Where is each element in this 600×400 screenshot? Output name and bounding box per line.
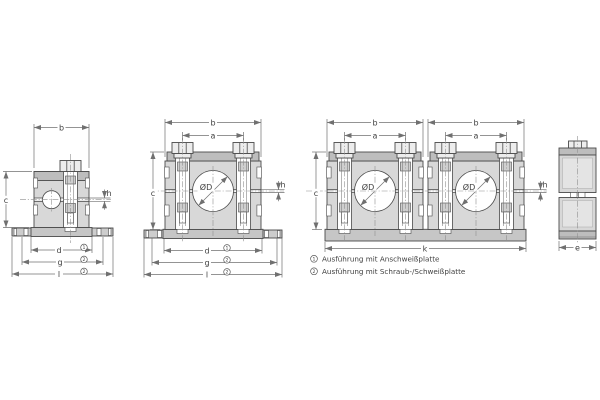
dim-e	[559, 241, 596, 252]
view-large-clamp	[144, 118, 286, 279]
dim-label-g: g	[57, 257, 63, 267]
dim-label-k: k	[422, 244, 428, 254]
note-ref-2-digit: 2	[82, 270, 86, 276]
dim-label-b: b	[372, 118, 378, 128]
dim-label-d: d	[204, 246, 210, 256]
dim-label-a: a	[372, 131, 378, 141]
tandem-clamp-left	[327, 138, 424, 240]
dim-label-c: c	[313, 188, 319, 198]
dim-label-e: e	[575, 243, 580, 253]
view-side-profile	[559, 136, 596, 252]
dim-label-g: g	[204, 258, 210, 268]
dim-a-left	[345, 131, 406, 140]
dim-label-h: h	[542, 180, 548, 190]
dim-label-l: l	[57, 269, 61, 279]
dim-label-h: h	[280, 180, 286, 190]
dim-c	[2, 172, 32, 228]
view-tandem-clamps	[306, 118, 548, 253]
dim-label-h: h	[106, 189, 112, 198]
dim-a-right	[446, 131, 507, 140]
bolt-left	[172, 143, 193, 234]
dim-l	[144, 239, 282, 280]
base-rail	[325, 229, 526, 241]
weld-plate	[31, 228, 92, 237]
note-ref-2-digit: 2	[82, 258, 86, 264]
dim-d	[31, 237, 92, 255]
dim-label-d: d	[56, 245, 62, 255]
bolt-right	[233, 143, 254, 234]
split-tab	[579, 193, 586, 198]
note-ref-1-digit: 1	[225, 246, 229, 252]
dim-c	[312, 152, 326, 230]
dim-label-l: l	[205, 270, 209, 280]
dim-label-a: a	[473, 131, 479, 141]
legend	[311, 254, 466, 276]
dim-label-b: b	[473, 118, 479, 128]
split-tab	[571, 193, 578, 198]
diameter-label: ØD	[361, 183, 375, 193]
legend-ref-2-digit: 2	[312, 270, 316, 276]
diameter-label: ØD	[462, 183, 476, 193]
view-single-clamp	[2, 123, 113, 278]
legend-item-1	[311, 254, 440, 263]
dim-label-c: c	[3, 195, 9, 205]
dim-k	[325, 242, 526, 253]
dim-d	[164, 239, 262, 255]
legend-text-2: Ausführung mit Schraub-/Schweißplatte	[322, 266, 466, 276]
legend-ref-1-digit: 1	[312, 257, 316, 263]
dim-label-b: b	[58, 123, 65, 133]
dim-label-c: c	[150, 188, 156, 198]
legend-text-1: Ausführung mit Anschweißplatte	[322, 254, 440, 264]
note-ref-2-digit: 2	[225, 270, 229, 276]
dim-g	[152, 239, 277, 268]
diameter-label: ØD	[199, 183, 213, 193]
dim-label-b: b	[210, 118, 216, 128]
dim-label-a: a	[210, 131, 216, 141]
legend-item-2	[311, 267, 466, 276]
note-ref-1-digit: 1	[82, 246, 86, 252]
note-ref-2-digit: 2	[225, 258, 229, 264]
dim-a	[183, 131, 244, 140]
tandem-clamp-right	[428, 138, 525, 240]
